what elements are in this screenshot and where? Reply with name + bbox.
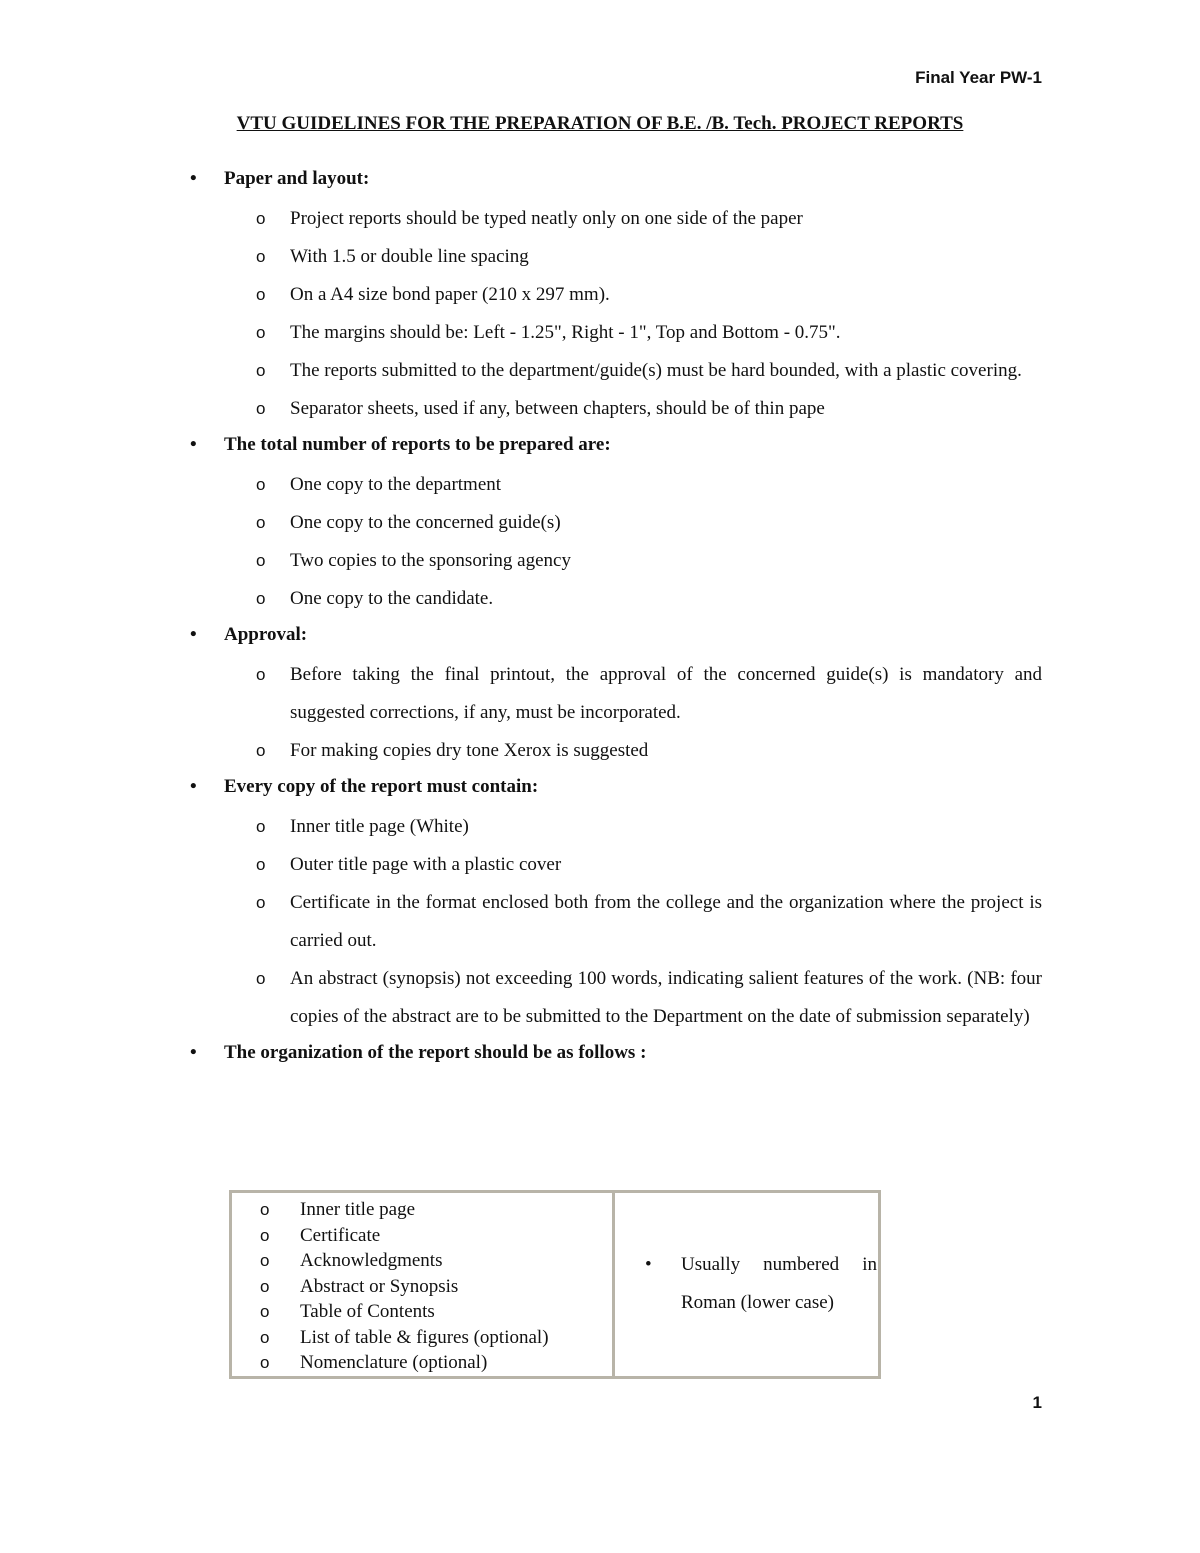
list-item: o For making copies dry tone Xerox is suggested — [0, 732, 1042, 770]
list-item: o Project reports should be typed neatly only on one side of the paper — [0, 200, 1042, 238]
document-title: VTU GUIDELINES FOR THE PREPARATION OF B.E. /B. Tech. PROJECT REPORTS — [236, 113, 964, 134]
circle-bullet-icon: o — [256, 285, 266, 304]
list-item: o Certificate — [232, 1223, 612, 1249]
organization-table — [229, 1190, 881, 1379]
section-heading-text: The organization of the report should be as follows : — [224, 1042, 647, 1063]
section-heading — [0, 162, 1200, 200]
circle-bullet-icon: o — [256, 323, 266, 342]
section-heading-text: The total number of reports to be prepared are: — [224, 434, 611, 455]
section-heading-text: Paper and layout: — [224, 168, 370, 189]
bullet-icon: • — [190, 776, 197, 797]
bullet-icon: • — [190, 624, 197, 645]
circle-bullet-icon: o — [256, 399, 266, 418]
circle-bullet-icon: o — [256, 665, 266, 684]
list-item: o The reports submitted to the department/guide(s) must be hard bounded, with a plastic covering. — [0, 352, 1042, 390]
list-item: o Table of Contents — [232, 1299, 612, 1325]
table-row — [231, 1192, 880, 1378]
section-heading — [0, 1036, 1200, 1074]
list-item: o With 1.5 or double line spacing — [0, 238, 1042, 276]
section-heading-text: Approval: — [224, 624, 308, 645]
circle-bullet-icon: o — [256, 741, 266, 760]
circle-bullet-icon: o — [256, 969, 266, 988]
list-item: o Acknowledgments — [232, 1248, 612, 1274]
item-list — [0, 656, 1200, 770]
running-header: Final Year PW-1 — [915, 68, 1042, 87]
circle-bullet-icon: o — [256, 475, 266, 494]
table-cell-numbering-note — [614, 1192, 880, 1378]
circle-bullet-icon: o — [256, 361, 266, 380]
list-item: o Abstract or Synopsis — [232, 1274, 612, 1300]
circle-bullet-icon: o — [260, 1327, 270, 1347]
section-report-contents — [0, 770, 1200, 1036]
table-cell-front-matter — [231, 1192, 614, 1378]
item-list — [0, 808, 1200, 1036]
circle-bullet-icon: o — [256, 893, 266, 912]
list-item: o Separator sheets, used if any, between chapters, should be of thin pape — [0, 390, 1042, 428]
list-item: o Certificate in the format enclosed both from the college and the organization where the project is carried out. — [0, 884, 1042, 960]
circle-bullet-icon: o — [256, 589, 266, 608]
front-matter-list — [232, 1197, 612, 1376]
list-item: o Outer title page with a plastic cover — [0, 846, 1042, 884]
section-approval — [0, 618, 1200, 770]
circle-bullet-icon: o — [260, 1276, 270, 1296]
section-heading — [0, 618, 1200, 656]
list-item: o On a A4 size bond paper (210 x 297 mm). — [0, 276, 1042, 314]
list-item: o An abstract (synopsis) not exceeding 100 words, indicating salient features of the work. (NB: four copies of the abstract are to be submitted to the Department on the date of submission separately) — [0, 960, 1042, 1036]
list-item: o List of table & figures (optional) — [232, 1325, 612, 1351]
page-number: 1 — [1032, 1393, 1042, 1412]
section-paper-layout — [0, 162, 1200, 428]
section-organization — [0, 1036, 1200, 1074]
list-item: o One copy to the department — [0, 466, 1042, 504]
list-item: o Before taking the final printout, the approval of the concerned guide(s) is mandatory and suggested corrections, if any, must be incorporated. — [0, 656, 1042, 732]
guidelines-body — [0, 162, 1200, 1074]
section-heading — [0, 428, 1200, 466]
list-item: o Inner title page — [232, 1197, 612, 1223]
bullet-icon: • — [190, 1042, 197, 1063]
item-list — [0, 466, 1200, 618]
bullet-icon: • — [645, 1254, 652, 1276]
list-item: o Inner title page (White) — [0, 808, 1042, 846]
section-heading — [0, 770, 1200, 808]
bullet-icon: • — [190, 168, 197, 189]
circle-bullet-icon: o — [260, 1225, 270, 1245]
circle-bullet-icon: o — [256, 551, 266, 570]
item-list — [0, 200, 1200, 428]
circle-bullet-icon: o — [260, 1302, 270, 1321]
list-item: o The margins should be: Left - 1.25", Right - 1", Top and Bottom - 0.75". — [0, 314, 1042, 352]
section-report-count — [0, 428, 1200, 618]
bullet-icon: • — [190, 434, 197, 455]
circle-bullet-icon: o — [256, 855, 266, 874]
circle-bullet-icon: o — [260, 1251, 270, 1270]
list-item: o Two copies to the sponsoring agency — [0, 542, 1042, 580]
list-item: o One copy to the concerned guide(s) — [0, 504, 1042, 542]
numbering-note: • Usually numbered in Roman (lower case) — [615, 1246, 877, 1322]
list-item: o One copy to the candidate. — [0, 580, 1042, 618]
section-heading-text: Every copy of the report must contain: — [224, 776, 539, 797]
circle-bullet-icon: o — [260, 1200, 270, 1219]
circle-bullet-icon: o — [256, 209, 266, 228]
circle-bullet-icon: o — [260, 1353, 270, 1372]
circle-bullet-icon: o — [256, 513, 266, 532]
circle-bullet-icon: o — [256, 817, 266, 836]
circle-bullet-icon: o — [256, 247, 266, 266]
list-item: o Nomenclature (optional) — [232, 1350, 612, 1376]
